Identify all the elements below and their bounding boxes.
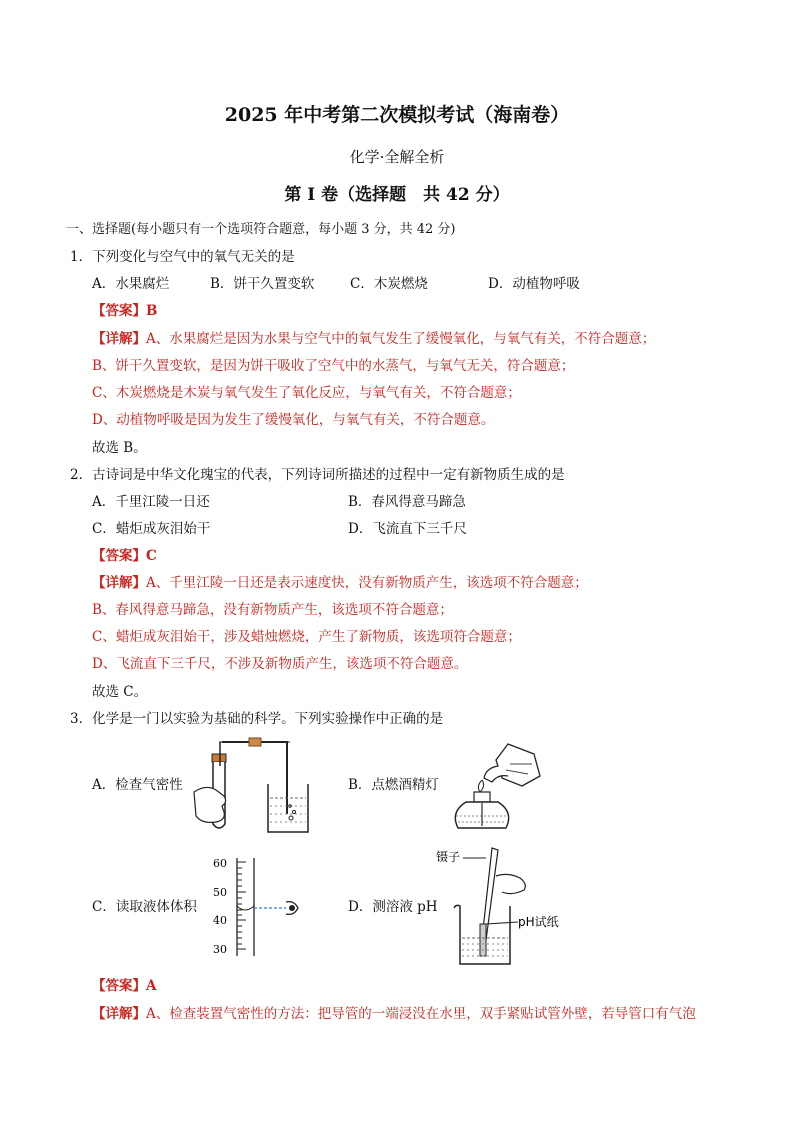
q2-option-b: B．春风得意马蹄急 [348, 494, 466, 510]
page-title: 2025 年中考第二次模拟考试（海南卷） [224, 104, 570, 126]
q2-answer: 【答案】C [92, 548, 157, 564]
q2-option-a: A．千里江陵一日还 [92, 494, 210, 510]
q1-detail-1: 【详解】A、水果腐烂是因为水果与空气中的氧气发生了缓慢氧化，与氧气有关，不符合题意； [92, 331, 656, 347]
q2-conclusion: 故选 C。 [92, 684, 148, 700]
q3-detail-1: 【详解】A、检查装置气密性的方法：把导管的一端浸没在水里，双手紧贴试管外壁，若导管口有气泡 [92, 1006, 696, 1022]
q1-detail-3: C、木炭燃烧是木炭与氧气发生了氧化反应，与氧气有关，不符合题意； [92, 385, 521, 401]
q3-option-b: B．点燃酒精灯 [348, 777, 439, 793]
q3-stem: 3．化学是一门以实验为基础的科学。下列实验操作中正确的是 [70, 711, 444, 727]
figure-graduated-cylinder [210, 856, 304, 958]
page-subtitle: 化学·全解全析 [349, 148, 445, 166]
q3-option-c: C．读取液体体积 [92, 899, 197, 915]
q1-conclusion: 故选 B。 [92, 440, 147, 456]
q2-detail-3: C、蜡炬成灰泪始干，涉及蜡烛燃烧，产生了新物质，该选项符合题意； [92, 629, 521, 645]
q1-option-a: A．水果腐烂 [92, 276, 170, 292]
q1-option-c: C．木炭燃烧 [350, 276, 428, 292]
q2-stem: 2．古诗词是中华文化瑰宝的代表，下列诗词所描述的过程中一定有新物质生成的是 [70, 467, 565, 483]
q3-answer: 【答案】A [92, 978, 157, 994]
q3-option-a: A．检查气密性 [92, 777, 183, 793]
cylinder-tick-50: 50 [213, 886, 227, 899]
q2-option-c: C．蜡炬成灰泪始干 [92, 521, 211, 537]
q1-detail-4: D、动植物呼吸是因为发生了缓慢氧化，与氧气有关，不符合题意。 [92, 412, 495, 428]
q2-detail-4: D、飞流直下三千尺，不涉及新物质产生，该选项不符合题意。 [92, 656, 468, 672]
q1-option-d: D．动植物呼吸 [488, 276, 580, 292]
cylinder-tick-30: 30 [213, 943, 227, 956]
cylinder-tick-60: 60 [213, 857, 227, 870]
q1-option-b: B．饼干久置变软 [210, 276, 315, 292]
q1-stem: 1．下列变化与空气中的氧气无关的是 [70, 249, 295, 265]
instructions: 一、选择题(每小题只有一个选项符合题意，每小题 3 分，共 42 分) [66, 222, 456, 237]
q2-detail-1: 【详解】A、千里江陵一日还是表示速度快，没有新物质产生，该选项不符合题意； [92, 575, 588, 591]
figure-ph-test [436, 844, 566, 968]
q3-option-d: D．测溶液 pH [348, 899, 438, 915]
q2-detail-2: B、春风得意马蹄急，没有新物质产生，该选项不符合题意； [92, 602, 453, 618]
label-ph-paper: pH试纸 [518, 915, 559, 929]
label-tweezers: 镊子 [436, 850, 461, 864]
figure-airtightness-check [184, 736, 314, 836]
figure-alcohol-lamp [436, 740, 546, 836]
q2-option-d: D．飞流直下三千尺 [348, 521, 467, 537]
section-heading: 第 I 卷（选择题 共 42 分） [284, 185, 510, 205]
q1-detail-2: B、饼干久置变软，是因为饼干吸收了空气中的水蒸气，与氧气无关，符合题意； [92, 358, 575, 374]
q1-answer: 【答案】B [92, 303, 158, 319]
cylinder-tick-40: 40 [213, 914, 227, 927]
